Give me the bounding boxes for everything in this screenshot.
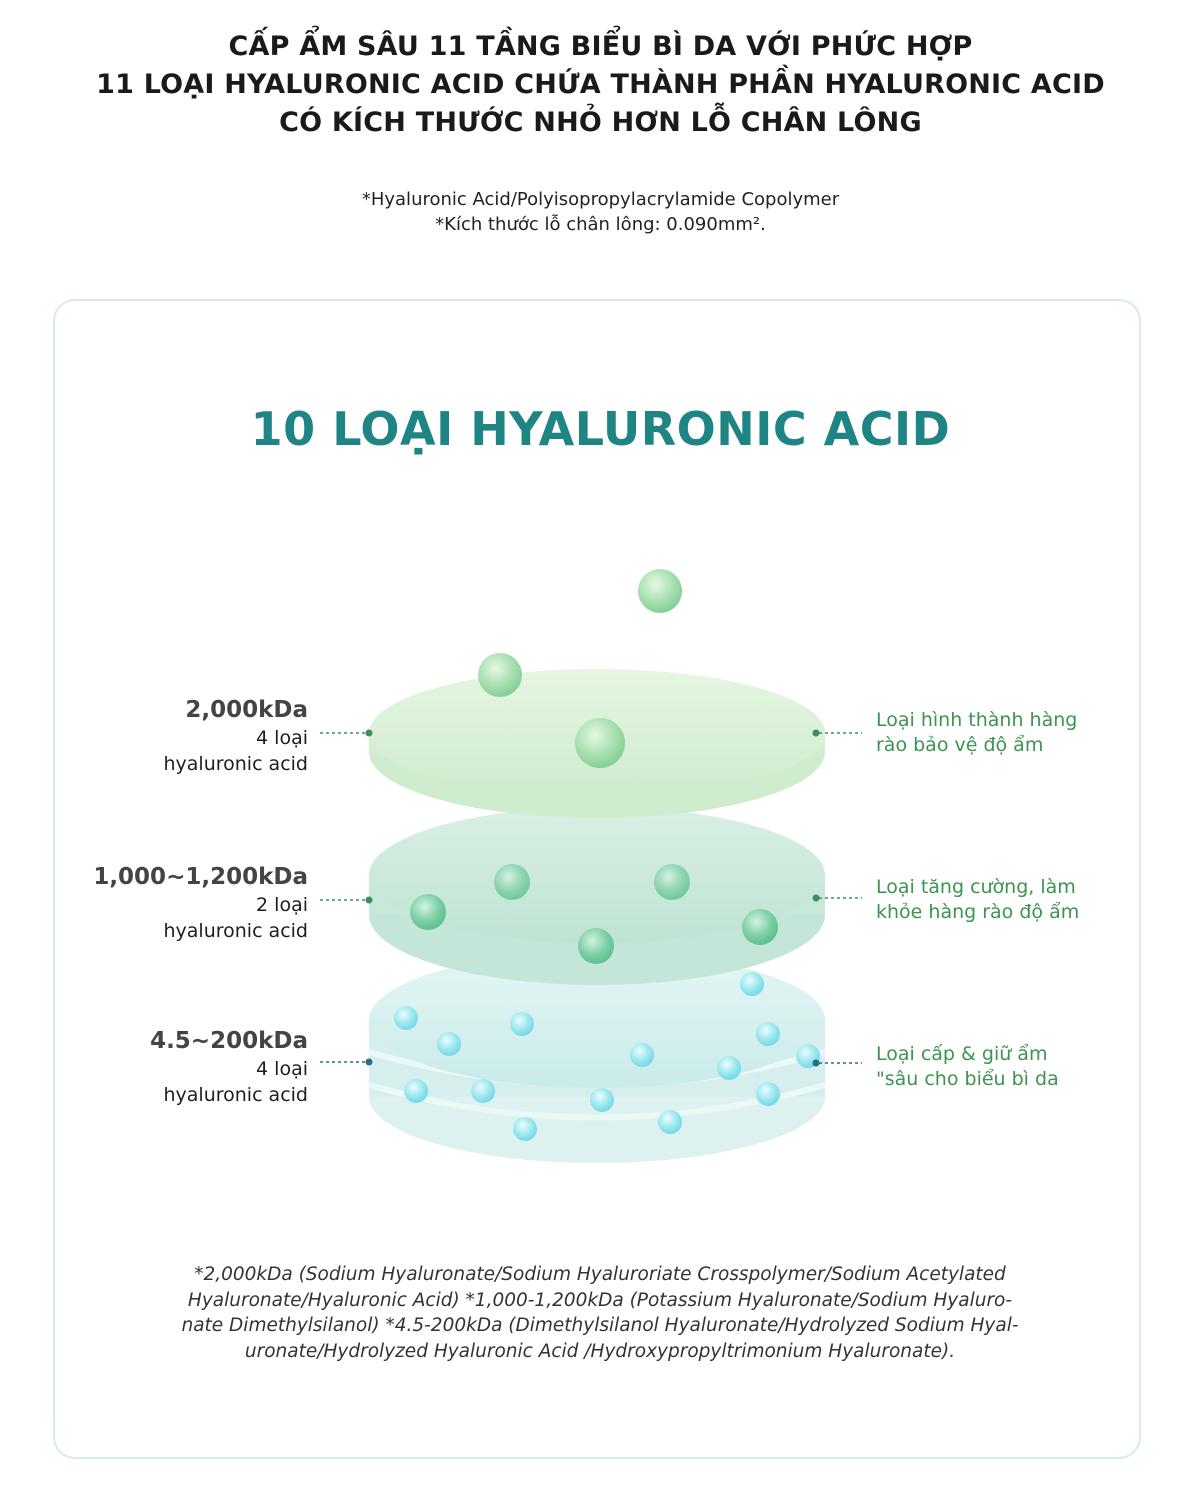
footnote-line-1: *2,000kDa (Sodium Hyaluronate/Sodium Hyaluroriate Crosspolymer/Sodium Acetylated bbox=[194, 1264, 1006, 1285]
connector-dot bbox=[366, 897, 373, 904]
molecule-icon bbox=[756, 1082, 780, 1106]
molecule-icon bbox=[394, 1006, 418, 1030]
connector-dot bbox=[366, 1059, 373, 1066]
footnote bbox=[120, 1262, 1080, 1364]
layer-label-bottom bbox=[48, 1026, 308, 1108]
description-line-1: Loại hình thành hàng bbox=[876, 709, 1078, 731]
molecule-icon bbox=[510, 1012, 534, 1036]
molecule-icon bbox=[654, 864, 690, 900]
layer-label-middle bbox=[48, 862, 308, 944]
molecule-icon bbox=[437, 1032, 461, 1056]
molecule-icon bbox=[404, 1079, 428, 1103]
molecule-icon bbox=[575, 718, 625, 768]
molecule-icon bbox=[478, 653, 522, 697]
layer-kda: 2,000kDa bbox=[185, 697, 308, 723]
layer-name: hyaluronic acid bbox=[163, 753, 308, 775]
headline-line-1: CẤP ẨM SÂU 11 TẦNG BIỂU BÌ DA VỚI PHỨC HỢP bbox=[228, 31, 973, 62]
connector-dot bbox=[813, 730, 820, 737]
headline-line-3: CÓ KÍCH THƯỚC NHỎ HƠN LỖ CHÂN LÔNG bbox=[279, 107, 922, 138]
connector-dot bbox=[366, 730, 373, 737]
connector-dot bbox=[813, 895, 820, 902]
molecule-icon bbox=[590, 1088, 614, 1112]
molecule-icon bbox=[740, 972, 764, 996]
layer-description-top bbox=[876, 708, 1176, 758]
description-line-2: "sâu cho biểu bì da bbox=[876, 1068, 1059, 1090]
headline-line-2: 11 LOẠI HYALURONIC ACID CHỨA THÀNH PHẦN HYALURONIC ACID bbox=[96, 69, 1105, 100]
description-line-1: Loại tăng cường, làm bbox=[876, 876, 1076, 898]
layer-label-top bbox=[48, 695, 308, 777]
layer-name: hyaluronic acid bbox=[163, 920, 308, 942]
note-line-2: *Kích thước lỗ chân lông: 0.090mm². bbox=[435, 214, 766, 235]
molecule-icon bbox=[410, 894, 446, 930]
layer-count: 2 loại bbox=[256, 894, 308, 916]
left-connectors bbox=[320, 730, 373, 1066]
layer-count: 4 loại bbox=[256, 727, 308, 749]
molecule-icon bbox=[630, 1043, 654, 1067]
layer-name: hyaluronic acid bbox=[163, 1084, 308, 1106]
molecule-icon bbox=[638, 569, 682, 613]
molecule-icon bbox=[658, 1110, 682, 1134]
molecule-icon bbox=[742, 909, 778, 945]
footnote-line-3: nate Dimethylsilanol) *4.5-200kDa (Dimethylsilanol Hyaluronate/Hydrolyzed Sodium Hyal- bbox=[181, 1315, 1019, 1336]
molecule-icon bbox=[513, 1117, 537, 1141]
layer-description-bottom bbox=[876, 1042, 1176, 1092]
molecule-icon bbox=[471, 1079, 495, 1103]
note-line-1: *Hyaluronic Acid/Polyisopropylacrylamide Copolymer bbox=[361, 189, 840, 210]
molecule-icon bbox=[494, 864, 530, 900]
connector-dot bbox=[813, 1060, 820, 1067]
molecule-icon bbox=[717, 1056, 741, 1080]
molecule-icon bbox=[578, 928, 614, 964]
layer-description-middle bbox=[876, 875, 1176, 925]
footnote-line-2: Hyaluronate/Hyaluronic Acid) *1,000-1,200kDa (Potassium Hyaluronate/Sodium Hyaluro- bbox=[187, 1289, 1013, 1311]
description-line-2: khỏe hàng rào độ ẩm bbox=[876, 901, 1080, 923]
section-title: 10 LOẠI HYALURONIC ACID bbox=[250, 402, 951, 456]
layer-kda: 1,000~1,200kDa bbox=[93, 864, 308, 890]
footnote-line-4: uronate/Hydrolyzed Hyaluronic Acid /Hydroxypropyltrimonium Hyaluronate). bbox=[244, 1340, 956, 1362]
description-line-1: Loại cấp & giữ ẩm bbox=[876, 1043, 1048, 1065]
layer-count: 4 loại bbox=[256, 1058, 308, 1080]
layer-kda: 4.5~200kDa bbox=[150, 1028, 308, 1054]
description-line-2: rào bảo vệ độ ẩm bbox=[876, 734, 1044, 756]
molecule-icon bbox=[756, 1022, 780, 1046]
